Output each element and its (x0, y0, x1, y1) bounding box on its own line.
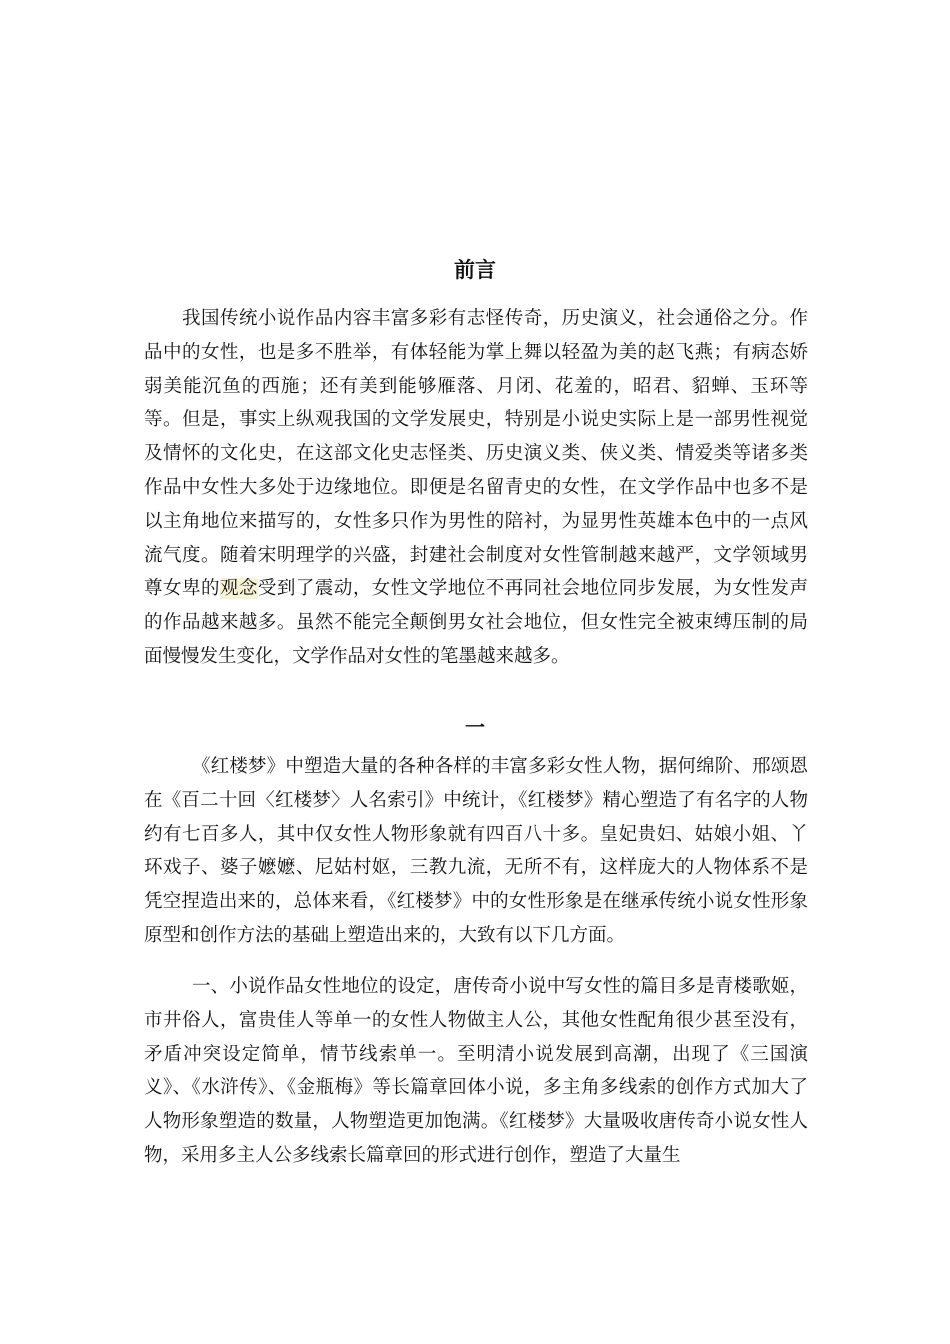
page-title: 前言 (454, 258, 496, 282)
paragraph-text-end: 受到了震动，女性文学地位不再同社会地位同步发展，为女性发声的作品越来越多。虽然不能完全颠倒男女社会地位，但女性完全被束缚压制的局面慢慢发生变化，文学作品对女性的笔墨越来越多。 (144, 578, 808, 667)
highlighted-word: 观念 (219, 578, 258, 600)
paragraph-text-start: 我国传统小说作品内容丰富多彩有志怪传奇，历史演义，社会通俗之分。作品中的女性，也是多不胜举，有体轻能为掌上舞以轻盈为美的赵飞燕；有病态娇弱美能沉鱼的西施；还有美到能够雁落、月闭、花羞的，昭君、貂蝉、玉环等等。但是，事实上纵观我国的文学发展史，特别是小说史实际上是一部男性视觉及情怀的文化史，在这部文化史志怪类、历史演义类、侠义类、情爱类等诸多类作品中女性大多处于边缘地位。即便是名留青史的女性，在文学作品中也多不是以主角地位来描写的，女性多只作为男性的陪衬，为显男性英雄本色中的一点风流气度。随着宋明理学的兴盛，封建社会制度对女性管制越来越严，文学领域男尊女卑的 (144, 308, 808, 600)
section-paragraph-2 (144, 970, 808, 1173)
section-paragraph-1 (144, 750, 808, 953)
paragraph-text: 一、小说作品女性地位的设定，唐传奇小说中写女性的篇目多是青楼歌姬，市井俗人，富贵佳人等单一的女性人物做主人公，其他女性配角很少甚至没有，矛盾冲突设定简单，情节线索单一。至明清小说发展到高潮，出现了《三国演义》、《水浒传》、《金瓶梅》等长篇章回体小说，多主角多线索的创作方式加大了人物形象塑造的数量，人物塑造更加饱满。《红楼梦》大量吸收唐传奇小说女性人物，采用多主人公多线索长篇章回的形式进行创作，塑造了大量生 (144, 976, 808, 1166)
preface-paragraph-1 (144, 302, 808, 674)
paragraph-text (144, 302, 808, 674)
section-marker: 一 (465, 715, 485, 739)
paragraph-text: 《红楼梦》中塑造大量的各种各样的丰富多彩女性人物，据何绵阶、邢颂恩在《百二十回〈红楼梦〉人名索引》中统计，《红楼梦》精心塑造了有名字的人物约有七百多人，其中仅女性人物形象就有四百八十多。皇妃贵妇、姑娘小姐、丫环戏子、婆子嬷嬷、尼姑村妪，三教九流，无所不有，这样庞大的人物体系不是凭空捏造出来的，总体来看，《红楼梦》中的女性形象是在继承传统小说女性形象原型和创作方法的基础上塑造出来的，大致有以下几方面。 (144, 756, 808, 946)
